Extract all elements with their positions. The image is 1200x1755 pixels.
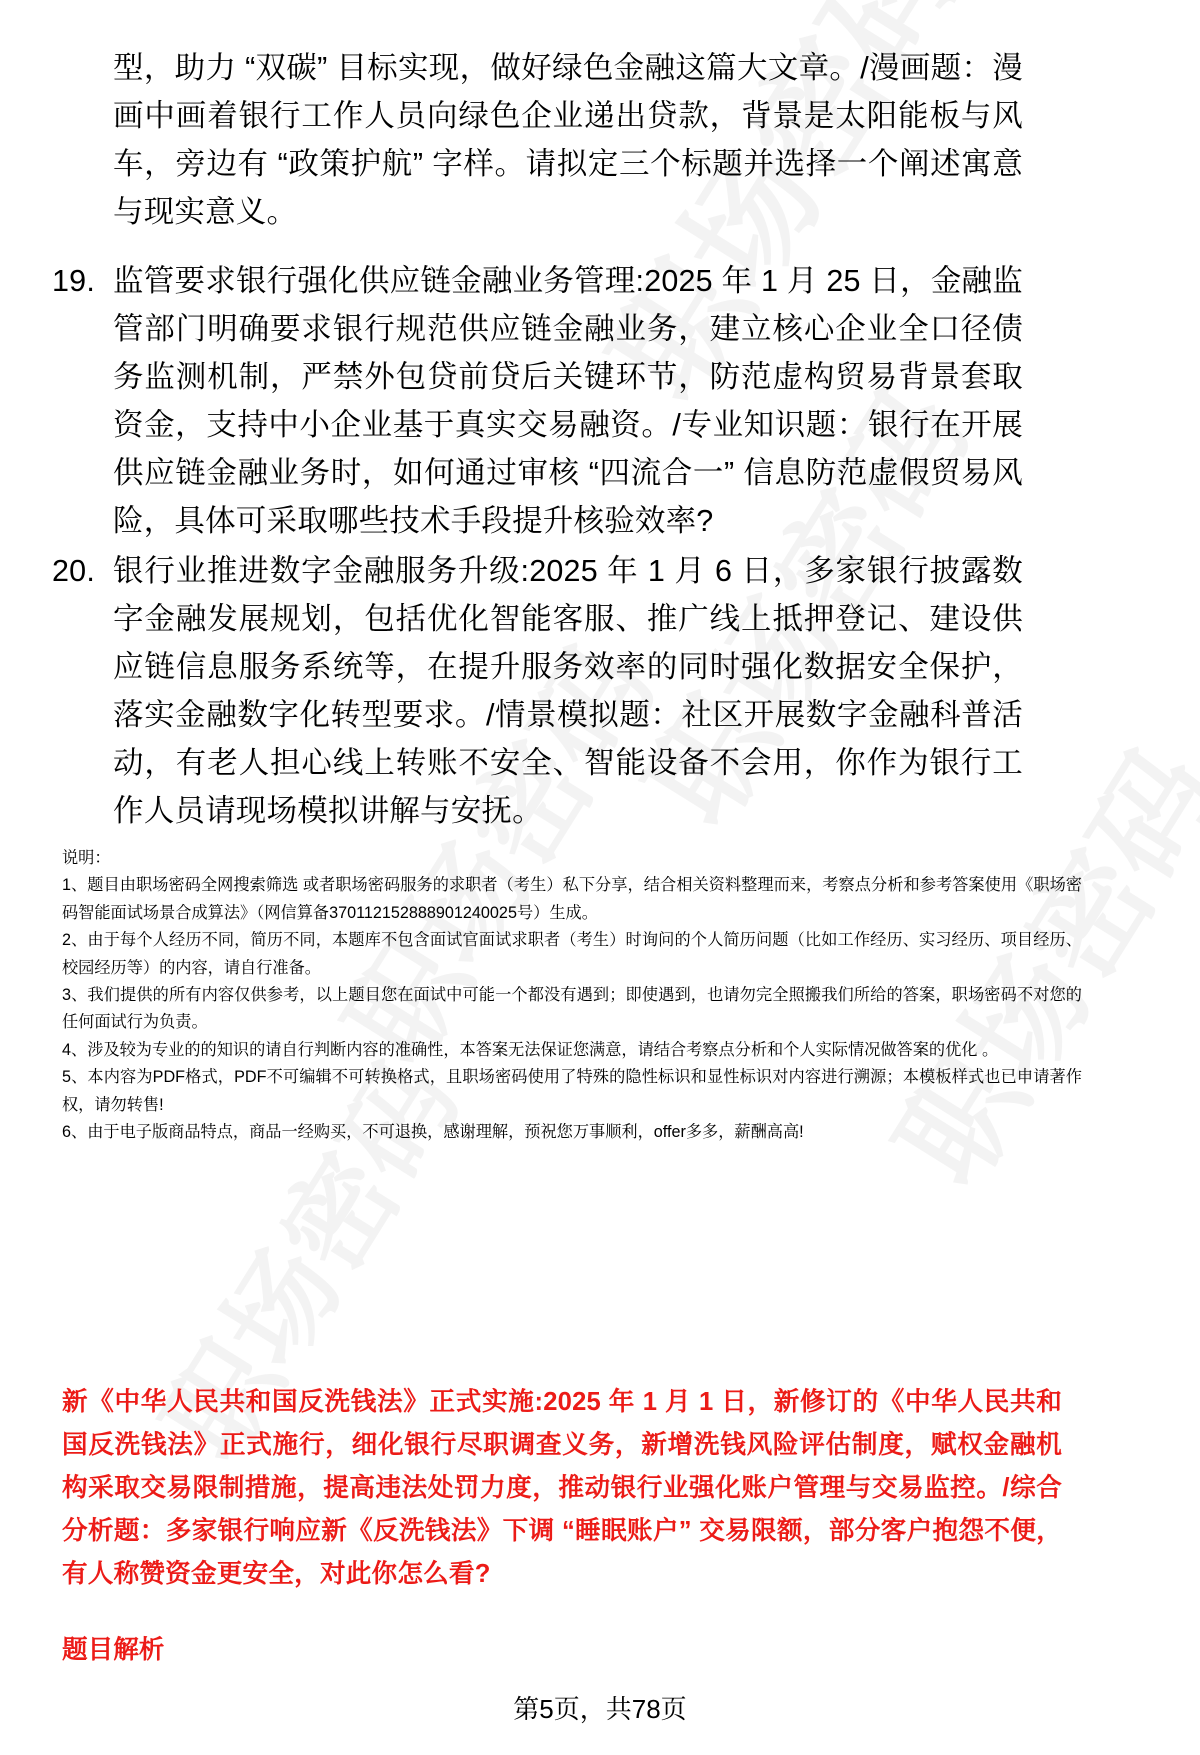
note-item: 5、本内容为PDF格式，PDF不可编辑不可转换格式，且职场密码使用了特殊的隐性标识和显性标识对内容进行溯源；本模板样式也已申请著作权，请勿转售! bbox=[62, 1068, 1082, 1114]
note-item: 4、涉及较为专业的的知识的请自行判断内容的准确性，本答案无法保证您满意，请结合考察点分析和个人实际情况做答案的优化 。 bbox=[62, 1040, 999, 1059]
note-item: 1、题目由职场密码全网搜索筛选 或者职场密码服务的求职者（考生）私下分享，结合相关资料整理而来，考察点分析和参考答案使用《职场密码智能面试场景合成算法》（网信算备370112152888901240025号）生成。 bbox=[62, 876, 1082, 922]
question-text: 监管要求银行强化供应链金融业务管理:2025 年 1 月 25 日，金融监管部门明确要求银行规范供应链金融业务，建立核心企业全口径债务监测机制，严禁外包贷前贷后关键环节，防范虚构贸易背景套取资金，支持中小企业基于真实交易融资。/专业知识题：银行在开展供应链金融业务时，如何通过审核 “四流合一” 信息防范虚假贸易风险，具体可采取哪些技术手段提升核验效率? bbox=[113, 264, 1023, 538]
highlighted-question: 新《中华人民共和国反洗钱法》正式实施:2025 年 1 月 1 日，新修订的《中华人民共和国反洗钱法》正式施行，细化银行尽职调查义务，新增洗钱风险评估制度，赋权金融机构采取交易限制措施，提高违法处罚力度，推动银行业强化账户管理与交易监控。/综合分析题：多家银行响应新《反洗钱法》下调 “睡眠账户” 交易限额，部分客户抱怨不便，有人称赞资金更安全，对此你怎么看? bbox=[62, 1388, 1062, 1588]
notes-section bbox=[62, 845, 1082, 1146]
question-text: 银行业推进数字金融服务升级:2025 年 1 月 6 日，多家银行披露数字金融发展规划，包括优化智能客服、推广线上抵押登记、建设供应链信息服务系统等，在提升服务效率的同时强化数据安全保护，落实金融数字化转型要求。/情景模拟题：社区开展数字金融科普活动，有老人担心线上转账不安全、智能设备不会用，你作为银行工作人员请现场模拟讲解与安抚。 bbox=[113, 554, 1023, 828]
note-item: 3、我们提供的所有内容仅供参考，以上题目您在面试中可能一个都没有遇到；即使遇到，也请勿完全照搬我们所给的答案，职场密码不对您的任何面试行为负责。 bbox=[62, 986, 1082, 1032]
question-item-19 bbox=[52, 257, 1023, 545]
note-item: 6、由于电子版商品特点，商品一经购买，不可退换，感谢理解，预祝您万事顺利，offer多多，薪酬高高! bbox=[62, 1123, 804, 1142]
notes-heading: 说明： bbox=[62, 849, 111, 867]
analysis-heading: 题目解析 bbox=[62, 1636, 165, 1664]
question-number: 20. bbox=[52, 554, 95, 588]
question-number: 19. bbox=[52, 264, 95, 298]
page-footer: 第5页，共78页 bbox=[513, 1694, 687, 1724]
note-item: 2、由于每个人经历不同，简历不同，本题库不包含面试官面试求职者（考生）时询问的个人简历问题（比如工作经历、实习经历、项目经历、校园经历等）的内容，请自行准备。 bbox=[62, 931, 1082, 977]
continued-paragraph: 型，助力 “双碳” 目标实现，做好绿色金融这篇大文章。/漫画题：漫画中画着银行工作人员向绿色企业递出贷款，背景是太阳能板与风车，旁边有 “政策护航” 字样。请拟定三个标题并选择一个阐述寓意与现实意义。 bbox=[113, 51, 1023, 229]
question-item-20 bbox=[52, 547, 1023, 835]
